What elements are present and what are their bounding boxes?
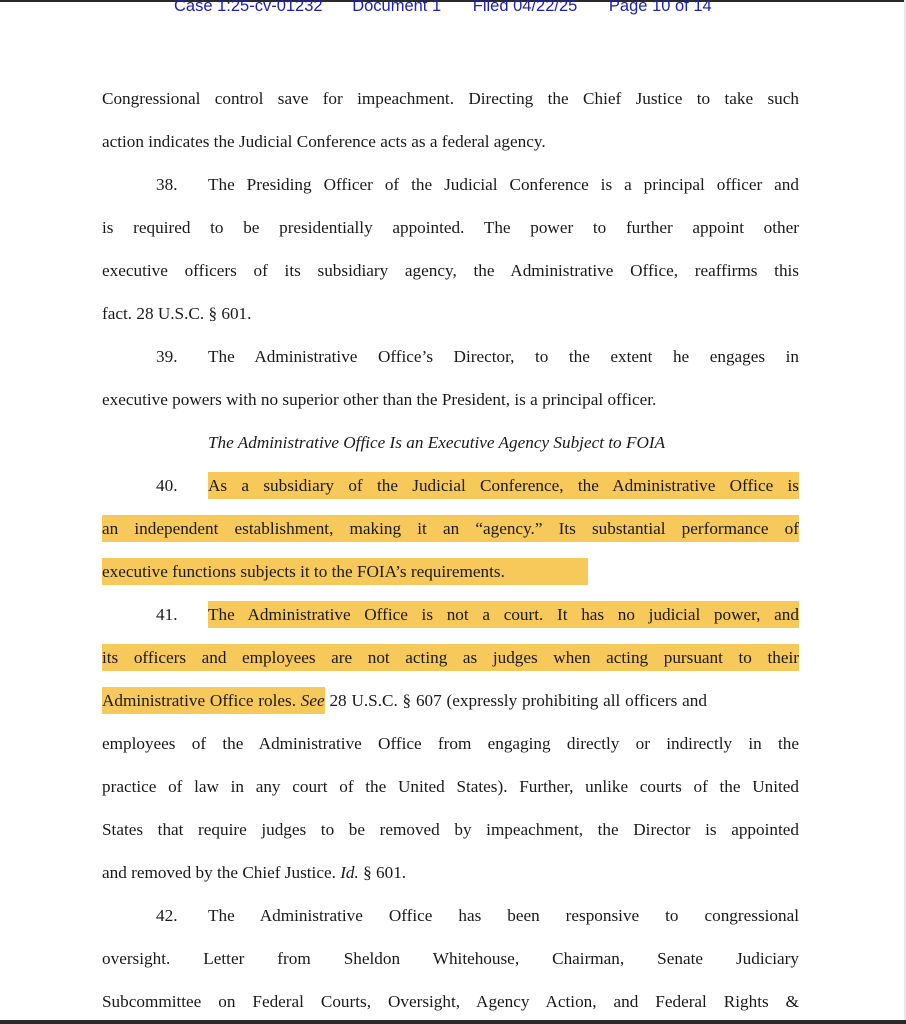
body-line: The Administrative Office has been responsive to congressional xyxy=(208,906,799,925)
highlighted-line: The Administrative Office is not a court. It has no judicial power, and xyxy=(208,605,799,624)
body-line: executive powers with no superior other than the President, is a principal officer. xyxy=(102,390,657,409)
citation-text: 28 U.S.C. § 607 (expressly prohibiting all officers and xyxy=(324,691,707,710)
paragraph-number-39: 39. xyxy=(156,347,178,366)
case-number: Case 1:25-cv-01232 xyxy=(174,0,323,15)
body-line: practice of law in any court of the United States). Further, unlike courts of the United xyxy=(102,777,799,796)
period: . xyxy=(291,691,296,710)
body-line: Congressional control save for impeachment. Directing the Chief Justice to take such xyxy=(102,89,799,108)
highlighted-line: its officers and employees are not acting as judges when acting pursuant to their xyxy=(102,648,799,667)
highlighted-line: As a subsidiary of the Judicial Conference, the Administrative Office is xyxy=(208,476,799,495)
filed-date: Filed 04/22/25 xyxy=(472,0,578,15)
body-line xyxy=(102,862,799,884)
document-number: Document 1 xyxy=(352,0,442,15)
paragraph-number-42: 42. xyxy=(156,906,178,925)
bottom-border xyxy=(0,1020,906,1024)
paragraph-number-40: 40. xyxy=(156,476,178,495)
text: and removed by the Chief Justice. xyxy=(102,863,341,882)
body-line: action indicates the Judicial Conference acts as a federal agency. xyxy=(102,132,546,151)
highlighted-line: executive functions subjects it to the FOIA’s requirements. xyxy=(102,562,505,581)
citation-signal: See xyxy=(300,691,325,710)
body-line: Subcommittee on Federal Courts, Oversight, Agency Action, and Federal Rights & xyxy=(102,992,799,1011)
body-line: States that require judges to be removed by impeachment, the Director is appointed xyxy=(102,820,799,839)
body-line: executive officers of its subsidiary agency, the Administrative Office, reaffirms this xyxy=(102,261,799,280)
paragraph-number-41: 41. xyxy=(156,605,178,624)
section-heading: The Administrative Office Is an Executive Agency Subject to FOIA xyxy=(208,433,666,452)
body-line: The Administrative Office’s Director, to the extent he engages in xyxy=(208,347,799,366)
body-line: employees of the Administrative Office from engaging directly or indirectly in the xyxy=(102,734,799,753)
citation-id: Id. xyxy=(340,863,359,882)
body-line xyxy=(102,690,799,712)
highlighted-line: an independent establishment, making it an “agency.” Its substantial performance of xyxy=(102,519,799,538)
body-line: oversight. Letter from Sheldon Whitehouse, Chairman, Senate Judiciary xyxy=(102,949,799,968)
ecf-header xyxy=(174,0,712,16)
text: § 601. xyxy=(358,863,407,882)
paragraph-number-38: 38. xyxy=(156,175,178,194)
body-line: is required to be presidentially appointed. The power to further appoint other xyxy=(102,218,799,237)
body-line: The Presiding Officer of the Judicial Conference is a principal officer and xyxy=(208,175,799,194)
highlighted-text: Administrative Office roles xyxy=(102,691,292,710)
page-number: Page 10 of 14 xyxy=(608,0,712,15)
body-line: fact. 28 U.S.C. § 601. xyxy=(102,304,252,323)
